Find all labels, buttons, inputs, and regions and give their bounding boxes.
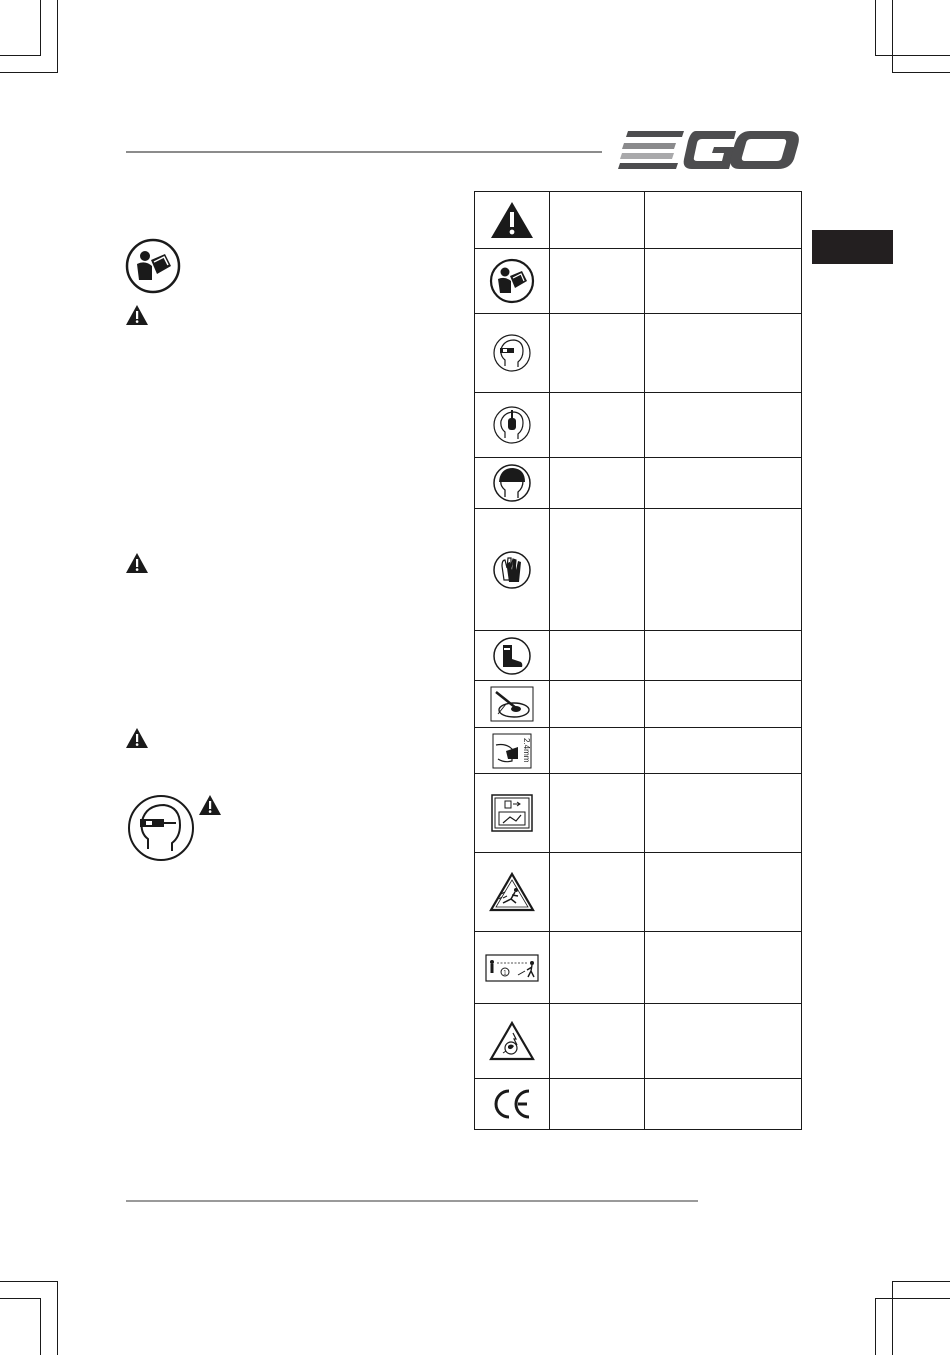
warning-icon (125, 304, 149, 326)
head-protection-icon (492, 463, 532, 503)
eye-protection-icon (126, 793, 196, 863)
symbol-meaning-cell (645, 314, 802, 393)
warning-icon (125, 727, 149, 749)
crop-mark (892, 0, 893, 73)
symbol-meaning-cell (645, 932, 802, 1004)
crop-mark (875, 1298, 950, 1299)
table-row (475, 509, 802, 631)
symbol-meaning-cell (645, 728, 802, 774)
svg-text:1: 1 (503, 970, 507, 976)
symbol-meaning-cell (645, 458, 802, 509)
crop-mark (0, 72, 58, 73)
ego-logo (618, 128, 800, 170)
table-row (475, 728, 802, 774)
crop-mark (875, 0, 876, 56)
table-row (475, 1079, 802, 1130)
symbol-meaning-cell (645, 631, 802, 681)
table-row (475, 1004, 802, 1079)
warning-triangle-icon (489, 200, 535, 240)
symbol-name-cell (550, 1079, 645, 1130)
symbol-meaning-cell (645, 774, 802, 853)
symbol-name-cell (550, 774, 645, 853)
crop-mark (57, 1281, 58, 1355)
crop-mark (875, 55, 950, 56)
table-row (475, 249, 802, 314)
crop-mark (57, 0, 58, 73)
cutting-head-rotation-icon (490, 686, 534, 722)
symbol-meaning-cell (645, 393, 802, 458)
symbol-name-cell (550, 192, 645, 249)
crop-mark (40, 1298, 41, 1355)
symbol-meaning-cell (645, 853, 802, 932)
read-manual-icon (488, 257, 536, 305)
symbol-meaning-cell (645, 1004, 802, 1079)
symbol-meaning-cell (645, 681, 802, 728)
gloves-icon (492, 550, 532, 590)
warning-icon (198, 794, 222, 816)
symbol-name-cell (550, 853, 645, 932)
table-row (475, 314, 802, 393)
table-row (475, 932, 802, 1004)
crop-mark (0, 1281, 58, 1282)
symbol-meaning-cell (645, 509, 802, 631)
symbol-name-cell (550, 932, 645, 1004)
table-row (475, 192, 802, 249)
symbol-meaning-cell (645, 249, 802, 314)
ce-mark-icon (490, 1087, 534, 1121)
crop-mark (0, 55, 40, 56)
table-row (475, 631, 802, 681)
symbol-name-cell (550, 631, 645, 681)
line-diameter-label: 2.4mm (522, 737, 531, 762)
symbol-name-cell (550, 393, 645, 458)
crop-mark (40, 0, 41, 56)
line-diameter-2.4mm-icon (492, 733, 532, 769)
language-tab (812, 230, 893, 264)
crop-mark (892, 1281, 950, 1282)
table-row (475, 458, 802, 509)
boots-icon (492, 636, 532, 676)
table-row (475, 681, 802, 728)
eye-protection-icon (492, 333, 532, 373)
symbol-name-cell (550, 509, 645, 631)
thrown-objects-icon (489, 872, 535, 912)
symbol-name-cell (550, 1004, 645, 1079)
footer-rule (126, 1200, 698, 1202)
crop-mark (892, 72, 950, 73)
crop-mark (0, 1298, 40, 1299)
symbol-name-cell (550, 728, 645, 774)
rotating-head-hazard-icon (489, 1021, 535, 1061)
read-manual-icon (125, 238, 185, 294)
ear-protection-icon (492, 405, 532, 445)
crop-mark (892, 1281, 893, 1355)
symbol-name-cell (550, 458, 645, 509)
header-rule (126, 151, 602, 153)
symbol-name-cell (550, 681, 645, 728)
remove-battery-icon (490, 793, 534, 833)
crop-mark (875, 1298, 876, 1355)
keep-distance-icon (485, 953, 539, 983)
symbol-name-cell (550, 314, 645, 393)
symbol-table (474, 191, 802, 1130)
symbol-meaning-cell (645, 1079, 802, 1130)
warning-icon (125, 552, 149, 574)
symbol-name-cell (550, 249, 645, 314)
table-row (475, 393, 802, 458)
table-row (475, 853, 802, 932)
symbol-meaning-cell (645, 192, 802, 249)
table-row (475, 774, 802, 853)
